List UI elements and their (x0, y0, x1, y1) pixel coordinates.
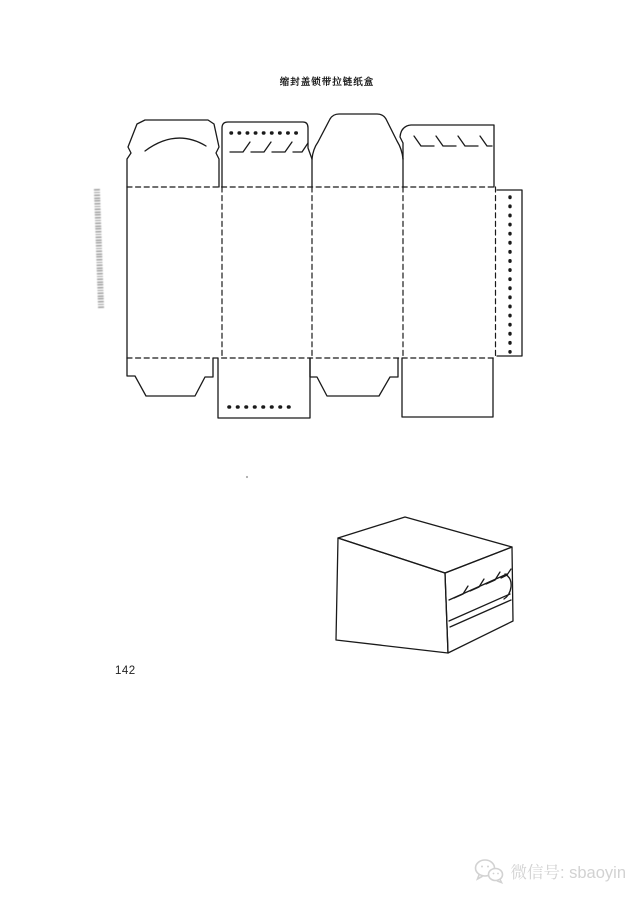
dieline-diagram (127, 114, 522, 418)
box-zipper-teeth (454, 569, 511, 598)
box-end-face (445, 547, 513, 653)
box-top-face (338, 517, 512, 573)
bottom-flap-1 (127, 358, 213, 396)
top-flap-3 (312, 114, 403, 159)
top-flap-1-arc (145, 138, 206, 151)
top-flap-4-zipper-teeth (414, 136, 492, 146)
top-flap-2-zipper-teeth (230, 142, 308, 152)
box-front-face (336, 538, 448, 653)
page-title: 缩封盖锁带拉链纸盒 (279, 77, 375, 88)
top-flap-2 (222, 122, 312, 187)
bottom-flap-2 (218, 358, 310, 418)
wechat-icon (474, 858, 504, 884)
top-flap-1 (127, 120, 219, 187)
box-zipper-band (449, 569, 511, 627)
page-number: 142 (115, 665, 136, 677)
fold-lines (127, 187, 496, 358)
watermark-text: 微信号: sbaoyin (510, 864, 626, 882)
footer-watermark (474, 858, 626, 884)
box-zipper-pull-tab (504, 574, 511, 599)
bottom-flap-4 (402, 358, 493, 417)
assembled-box-diagram (336, 517, 513, 653)
top-flap-4 (400, 125, 494, 187)
bottom-flap-3 (310, 358, 398, 396)
print-speck (246, 476, 248, 478)
